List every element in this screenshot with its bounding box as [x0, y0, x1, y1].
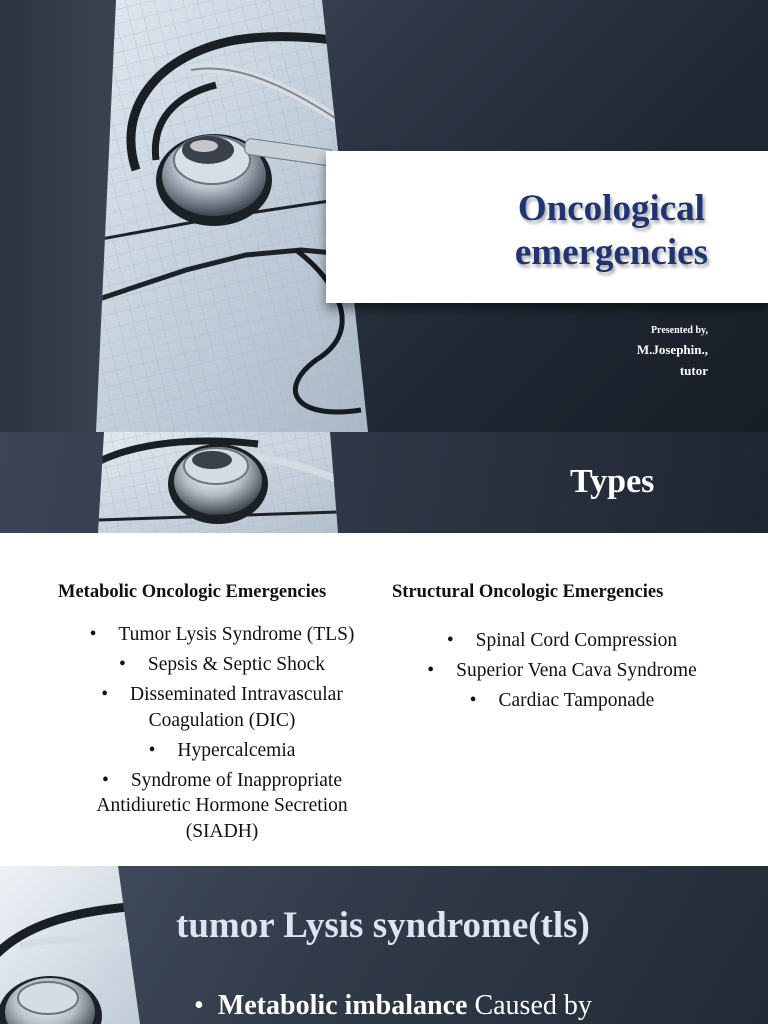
stethoscope-photo [98, 432, 338, 533]
stethoscope-illustration [0, 866, 140, 1024]
bullet-icon: • [427, 660, 435, 681]
structural-list [392, 628, 732, 718]
list-item: • Disseminated Intravascular Coagulation (DIC) [101, 684, 343, 731]
metabolic-list [50, 622, 394, 849]
slide-title: tumor Lysis syndrome(tls) [176, 905, 590, 946]
bullet-icon: • [89, 624, 97, 645]
list-item: • Syndrome of Inappropriate Antidiuretic Hormone Secretion (SIADH) [96, 769, 348, 842]
list-item: • Cardiac Tamponade [392, 688, 732, 714]
list-item: • Superior Vena Cava Syndrome [392, 658, 732, 684]
title-slide [0, 0, 768, 432]
bullet-icon: • [469, 690, 477, 711]
list-item: • Spinal Cord Compression [392, 628, 732, 654]
structural-heading: Structural Oncologic Emergencies [392, 582, 664, 602]
slide-header [0, 432, 768, 533]
bullet-icon: • [119, 654, 126, 675]
presenter-info [637, 323, 708, 381]
bullet-icon: • [101, 684, 109, 705]
presentation-title [515, 187, 708, 275]
list-item: • Tumor Lysis Syndrome (TLS) [50, 622, 394, 648]
list-item: • Hypercalcemia [50, 738, 394, 764]
presenter-role: tutor [679, 363, 708, 378]
stethoscope-illustration [98, 432, 338, 533]
presented-by-label: Presented by, [650, 325, 708, 336]
stethoscope-photo [0, 866, 140, 1024]
title-line-1: Oncological [517, 188, 705, 229]
bullet-icon: • [194, 990, 204, 1021]
tls-slide [0, 866, 768, 1024]
bullet-icon: • [148, 739, 156, 761]
presenter-name: M.Josephin., [636, 342, 708, 357]
types-slide [0, 432, 768, 866]
bullet-icon: • [101, 769, 109, 791]
metabolic-heading: Metabolic Oncologic Emergencies [58, 582, 327, 602]
bullet-text: Caused by [467, 990, 592, 1021]
bullet-bold-text: Metabolic imbalance [217, 990, 468, 1021]
list-item: • Sepsis & Septic Shock [50, 652, 394, 678]
bullet-icon: • [446, 630, 454, 651]
slide-title: Types [570, 463, 655, 500]
title-card [326, 151, 768, 303]
title-line-2: emergencies [514, 232, 708, 273]
list-item [194, 990, 592, 1022]
